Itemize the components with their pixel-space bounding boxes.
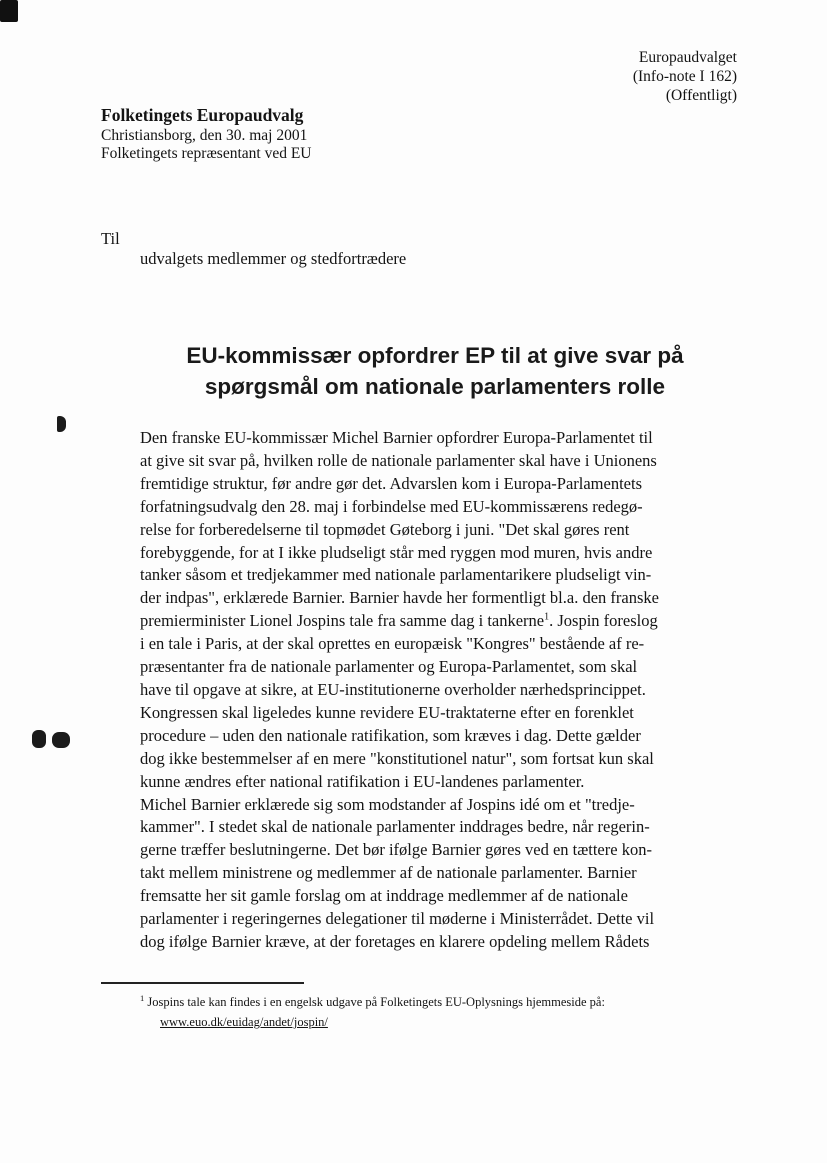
body-line: kammer". I stedet skal de nationale parlamenter inddrages bedre, når regerin-	[140, 817, 650, 837]
footnote-ref[interactable]: 1	[544, 611, 550, 623]
body-line: der indpas", erklærede Barnier. Barnier havde her formentligt bl.a. den franske	[140, 588, 659, 608]
body-line: dog ikke bestemmelser af en mere "konstitutionel natur", som fortsat kun skal	[140, 748, 654, 768]
reference-block	[633, 48, 737, 105]
body-line: forebyggende, for at I ikke pludseligt står med ryggen mod muren, hvis andre	[140, 542, 653, 562]
footnote-divider	[101, 982, 304, 984]
body-line-text: premierminister Lionel Jospins tale fra samme dag i tankerne	[140, 611, 545, 631]
body-line: relse for forberedelserne til topmødet Gøteborg i juni. "Det skal gøres rent	[140, 519, 630, 539]
recipient-label: Til	[101, 229, 120, 248]
body-line: fremtidige struktur, før andre gør det. Advarslen kom i Europa-Parlamentets	[140, 473, 642, 493]
scan-artifact	[0, 0, 18, 22]
footnote-marker: 1	[140, 993, 145, 1003]
sender-org: Folketingets Europaudvalg	[101, 105, 304, 125]
headline-line-1: EU-kommissær opfordrer EP til at give svar på	[186, 343, 684, 368]
headline	[130, 340, 740, 402]
body-line: procedure – uden den nationale ratifikation, som kræves i dag. Dette gælder	[140, 725, 641, 745]
body-line	[140, 610, 734, 633]
ref-classification: (Offentligt)	[665, 87, 737, 104]
body-line: Kongressen skal ligeledes kunne revidere EU-traktaterne efter en forenklet	[140, 702, 634, 722]
body-line: dog ifølge Barnier kræve, at der foretages en klarere opdeling mellem Rådets	[140, 931, 650, 951]
footnote	[140, 988, 605, 1032]
body-line-tail: . Jospin foreslog	[549, 611, 658, 631]
body-text	[140, 427, 734, 954]
punch-hole-mark	[57, 416, 66, 432]
body-line: have til opgave at sikre, at EU-institutionerne overholder nærhedsprincippet.	[140, 679, 646, 699]
body-line: gerne træffer beslutningerne. Det bør ifølge Barnier gøres ved en tættere kon-	[140, 840, 652, 860]
body-line: præsentanter fra de nationale parlamenter og Europa-Parlamentet, som skal	[140, 657, 638, 677]
ref-committee: Europaudvalget	[638, 49, 737, 66]
body-line: tanker såsom et tredjekammer med nationale parlamentarikere pludseligt vin-	[140, 565, 652, 585]
body-line: Michel Barnier erklærede sig som modstander af Jospins idé om et "tredje-	[140, 794, 635, 814]
recipient-names: udvalgets medlemmer og stedfortrædere	[140, 249, 407, 268]
body-line: parlamenter i regeringernes delegationer til møderne i Ministerrådet. Dette vil	[140, 909, 655, 929]
body-line: Den franske EU-kommissær Michel Barnier opfordrer Europa-Parlamentet til	[140, 428, 653, 447]
punch-hole-mark	[52, 732, 70, 748]
punch-hole-mark	[32, 730, 46, 748]
headline-line-2: spørgsmål om nationale parlamenters rolle	[204, 374, 666, 399]
body-line: kunne ændres efter national ratifikation i EU-landenes parlamenter.	[140, 771, 585, 791]
body-line: takt mellem ministrene og medlemmer af de nationale parlamenter. Barnier	[140, 863, 637, 883]
footnote-link[interactable]: www.euo.dk/euidag/andet/jospin/	[160, 1015, 328, 1030]
body-line: forfatningsudvalg den 28. maj i forbindelse med EU-kommissærens redegø-	[140, 496, 643, 516]
body-line: fremsatte her sit gamle forslag om at inddrage medlemmer af de nationale	[140, 886, 628, 906]
sender-role: Folketingets repræsentant ved EU	[101, 145, 312, 162]
footnote-text: Jospins tale kan findes i en engelsk udgave på Folketingets EU-Oplysnings hjemmeside på:	[147, 995, 605, 1010]
sender-block	[101, 106, 312, 163]
body-line: at give sit svar på, hvilken rolle de nationale parlamenter skal have i Unionens	[140, 450, 657, 470]
ref-note-number: (Info-note I 162)	[632, 68, 737, 85]
body-line: i en tale i Paris, at der skal oprettes en europæisk "Kongres" bestående af re-	[140, 634, 645, 654]
sender-place-date: Christiansborg, den 30. maj 2001	[101, 127, 308, 144]
